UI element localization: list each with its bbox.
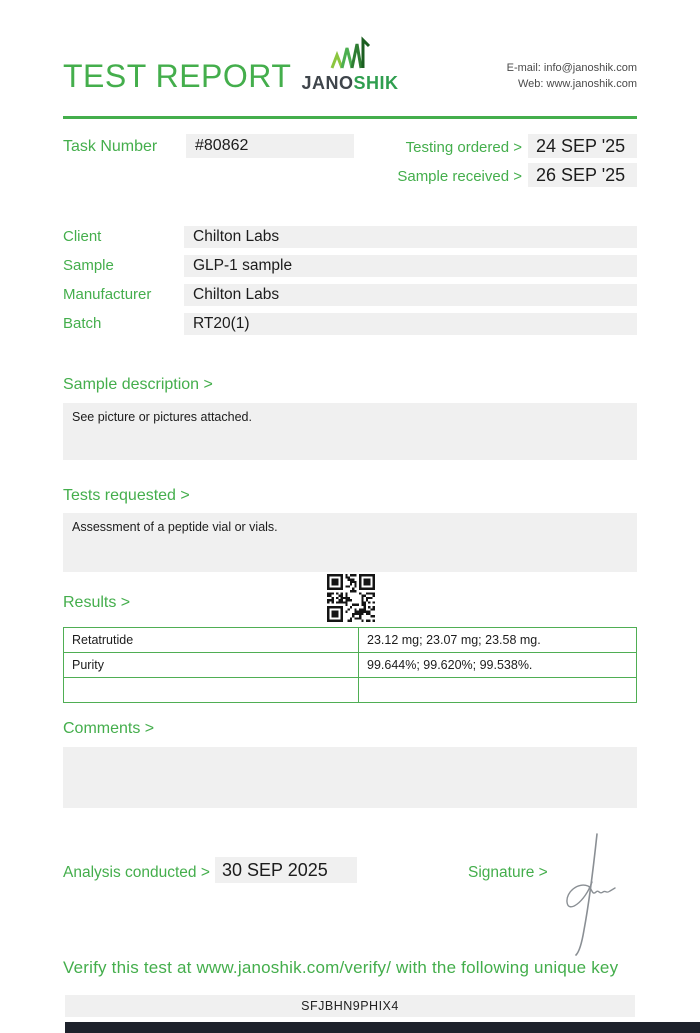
comments-box (63, 747, 637, 808)
analyte-value-cell (359, 678, 637, 703)
sample-received-value: 26 SEP '25 (528, 163, 637, 187)
qr-code (327, 574, 375, 622)
brand-wordmark (298, 73, 402, 94)
sample-label: Sample (63, 257, 114, 274)
contact-block (507, 60, 637, 92)
wordmark-shik: SHIK (353, 73, 399, 93)
wordmark-jano: JANO (301, 73, 354, 93)
analyte-value-cell: 99.644%; 99.620%; 99.538%. (359, 653, 637, 678)
verify-key: SFJBHN9PHIX4 (301, 999, 399, 1013)
results-table (63, 627, 637, 703)
info-section (63, 226, 637, 342)
sample-row (63, 255, 637, 277)
batch-label: Batch (63, 315, 102, 332)
table-row (64, 678, 637, 703)
client-row (63, 226, 637, 248)
contact-email: E-mail: info@janoshik.com (506, 62, 637, 74)
task-number-label: Task Number (63, 138, 158, 155)
tests-requested-text: Assessment of a peptide vial or vials. (72, 520, 278, 534)
analyte-name-cell: Retatrutide (64, 628, 359, 653)
verify-key-box (65, 995, 635, 1017)
testing-ordered-value: 24 SEP '25 (528, 134, 637, 158)
task-number-value: #80862 (186, 134, 354, 158)
verify-text: Verify this test at www.janoshik.com/verify/ with the following unique key (63, 958, 619, 977)
manufacturer-value: Chilton Labs (184, 284, 637, 306)
sample-received-label: Sample received > (397, 168, 522, 185)
tests-requested-box (63, 513, 637, 572)
sample-description-text: See picture or pictures attached. (72, 410, 252, 424)
signature-image (552, 832, 622, 962)
table-row (64, 653, 637, 678)
results-heading: Results > (63, 594, 131, 611)
page-title: TEST REPORT (63, 58, 292, 94)
testing-ordered-label: Testing ordered > (405, 139, 522, 156)
header-divider (63, 116, 637, 119)
table-row (64, 628, 637, 653)
manufacturer-row (63, 284, 637, 306)
tests-requested-heading: Tests requested > (63, 487, 190, 504)
sample-value: GLP-1 sample (184, 255, 637, 277)
analysis-conducted-label: Analysis conducted > (63, 864, 210, 881)
analyte-value-cell: 23.12 mg; 23.07 mg; 23.58 mg. (359, 628, 637, 653)
client-value: Chilton Labs (184, 226, 637, 248)
batch-value: RT20(1) (184, 313, 637, 335)
signature-label: Signature > (468, 864, 548, 881)
client-label: Client (63, 228, 102, 245)
qr-code-canvas (327, 574, 375, 622)
sample-description-box (63, 403, 637, 460)
analysis-conducted-value: 30 SEP 2025 (215, 857, 357, 883)
contact-web: Web: www.janoshik.com (517, 78, 637, 90)
brand-logo (298, 36, 402, 94)
footer-bar (65, 1022, 700, 1033)
comments-heading: Comments > (63, 720, 155, 737)
manufacturer-label: Manufacturer (63, 286, 152, 303)
signature-icon (552, 832, 622, 957)
growth-chart-icon (327, 36, 373, 72)
analyte-name-cell (64, 678, 359, 703)
analyte-name-cell: Purity (64, 653, 359, 678)
batch-row (63, 313, 637, 335)
sample-description-heading: Sample description > (63, 376, 213, 393)
